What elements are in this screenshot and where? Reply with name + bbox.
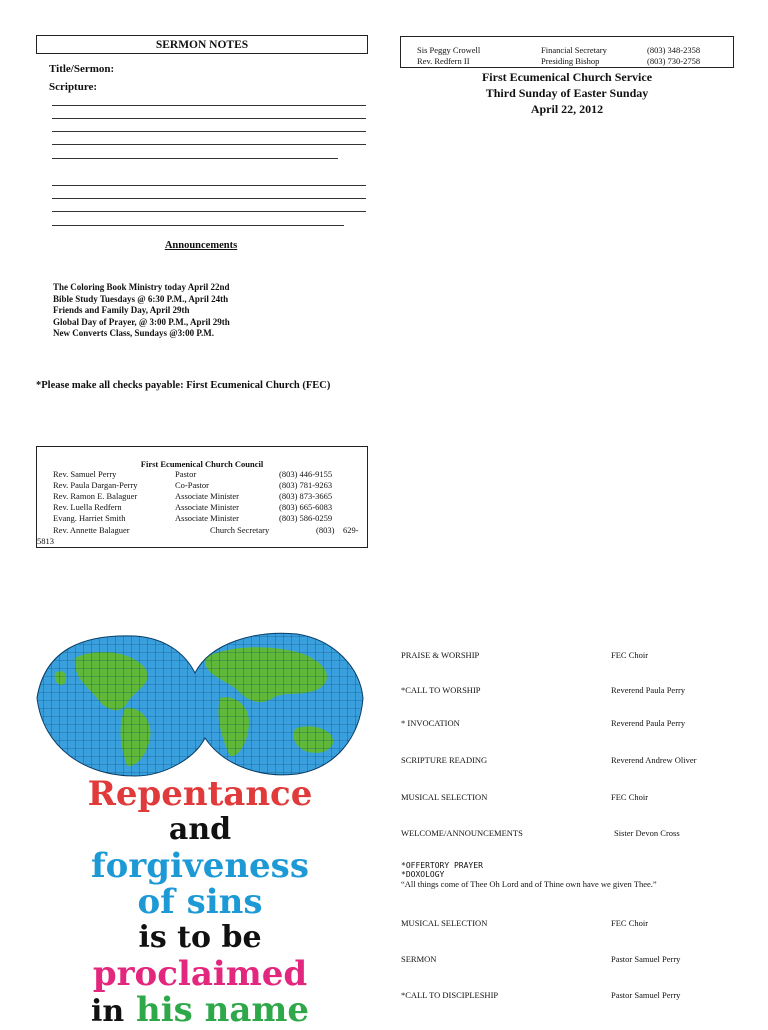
- program-item: *CALL TO DISCIPLESHIP: [401, 990, 499, 1000]
- officer-phone: (803) 730-2758: [647, 56, 701, 66]
- program-leader: Reverend Paula Perry: [611, 685, 686, 695]
- program-leader: FEC Choir: [611, 792, 649, 802]
- announcement-item: Friends and Family Day, April 29th: [53, 305, 190, 315]
- church-council-box: [36, 446, 368, 548]
- service-header: [400, 69, 734, 117]
- announcements-list: [53, 282, 373, 340]
- note-line: [52, 144, 366, 145]
- poster-line-and: and: [168, 812, 232, 847]
- member-name: Rev. Paula Dargan-Perry: [53, 480, 138, 490]
- member-name: Rev. Luella Redfern: [53, 502, 122, 512]
- member-phone: (803) 586-0259: [279, 513, 333, 523]
- poster-line-proclaimed: proclaimed: [92, 954, 308, 994]
- member-role: Co-Pastor: [175, 480, 209, 490]
- program-leader: Pastor Samuel Perry: [611, 990, 681, 1000]
- note-line: [52, 131, 366, 132]
- member-phone: (803) 446-9155: [279, 469, 333, 479]
- member-phone-wrap: 5813: [37, 536, 54, 546]
- officer-row: [417, 56, 729, 67]
- poster-line-forgiveness: forgiveness: [91, 846, 309, 886]
- program-item: PRAISE & WORSHIP: [401, 650, 480, 660]
- program-item: MUSICAL SELECTION: [401, 918, 488, 928]
- poster-line-is-to-be: is to be: [138, 920, 262, 955]
- program-leader: Reverend Andrew Oliver: [611, 755, 697, 765]
- council-member-row: [53, 513, 363, 524]
- sermon-notes-header: SERMON NOTES: [36, 35, 368, 54]
- officer-phone: (803) 348-2358: [647, 45, 701, 55]
- poster-word-in: in: [90, 994, 125, 1029]
- offertory-prayer: *OFFERTORY PRAYER: [401, 861, 483, 870]
- council-member-row: [53, 480, 363, 491]
- note-line: [52, 198, 366, 199]
- offertory-block: [401, 861, 741, 889]
- member-name: Evang. Harriet Smith: [53, 513, 126, 523]
- program-item: * INVOCATION: [401, 718, 460, 728]
- program-item: SERMON: [401, 954, 437, 964]
- member-phone: (803): [316, 525, 335, 535]
- member-role: Pastor: [175, 469, 197, 479]
- officer-name: Rev. Redfern II: [417, 56, 470, 66]
- officer-role: Presiding Bishop: [541, 56, 600, 66]
- note-line: [52, 211, 366, 212]
- note-line: [52, 185, 366, 186]
- note-line: [52, 118, 366, 119]
- announcement-item: Global Day of Prayer, @ 3:00 P.M., April 29th: [53, 316, 230, 327]
- program-item: SCRIPTURE READING: [401, 755, 488, 765]
- member-phone: (803) 781-9263: [279, 480, 333, 490]
- announcement-item: New Converts Class, Sundays @3:00 P.M.: [53, 328, 215, 338]
- scripture-label: Scripture:: [49, 81, 98, 93]
- member-name: Rev. Annette Balaguer: [53, 525, 130, 535]
- member-name: Rev. Ramon E. Balaguer: [53, 491, 138, 501]
- note-line: [52, 158, 338, 159]
- officer-name: Sis Peggy Crowell: [417, 45, 481, 55]
- member-phone: (803) 665-6083: [279, 502, 333, 512]
- council-member-row: [53, 469, 363, 480]
- poster-line-repentance: Repentance: [87, 774, 313, 814]
- member-phone: (803) 873-3665: [279, 491, 333, 501]
- officer-row: [417, 45, 729, 56]
- note-line: [52, 225, 344, 226]
- program-item: MUSICAL SELECTION: [401, 792, 488, 802]
- doxology: *DOXOLOGY: [401, 870, 445, 879]
- note-line: [52, 105, 366, 106]
- program-leader: Pastor Samuel Perry: [611, 954, 681, 964]
- poster-line-in-his-name: [36, 992, 364, 1030]
- announcement-item: Bible Study Tuesdays @ 6:30 P.M., April 24th: [53, 293, 229, 304]
- service-date: April 22, 2012: [530, 102, 604, 116]
- checks-payable-note: *Please make all checks payable: First Ecumenical Church (FEC): [36, 380, 331, 391]
- council-member-row: [53, 491, 363, 502]
- member-name: Rev. Samuel Perry: [53, 469, 117, 479]
- council-member-row: [53, 502, 363, 513]
- program-leader: Reverend Paula Perry: [611, 718, 686, 728]
- service-name: First Ecumenical Church Service: [481, 70, 653, 84]
- announcements-title: Announcements: [164, 240, 238, 251]
- member-role: Associate Minister: [175, 502, 239, 512]
- member-phone-cont: 629-: [343, 525, 359, 535]
- member-role: Associate Minister: [175, 491, 239, 501]
- announcement-item: The Coloring Book Ministry today April 22nd: [53, 282, 230, 292]
- title-sermon-label: Title/Sermon:: [49, 63, 115, 75]
- program-item: *CALL TO WORSHIP: [401, 685, 481, 695]
- officers-box: [400, 36, 734, 68]
- poster-word-his-name: his name: [136, 990, 310, 1030]
- scripture-poster: [36, 776, 364, 1030]
- poster-line-of-sins: of sins: [137, 882, 263, 922]
- council-title: First Ecumenical Church Council: [140, 459, 264, 469]
- service-occasion: Third Sunday of Easter Sunday: [485, 86, 649, 100]
- doxology-quote: “All things come of Thee Oh Lord and of Thine own have we given Thee.”: [401, 879, 657, 889]
- member-role: Church Secretary: [210, 525, 270, 535]
- program-leader: FEC Choir: [611, 918, 649, 928]
- program-leader: FEC Choir: [611, 650, 649, 660]
- member-role: Associate Minister: [175, 513, 239, 523]
- program-leader: Sister Devon Cross: [614, 828, 680, 838]
- program-item: WELCOME/ANNOUNCEMENTS: [401, 828, 523, 838]
- officer-role: Financial Secretary: [541, 45, 607, 55]
- world-globe-image: [35, 628, 365, 778]
